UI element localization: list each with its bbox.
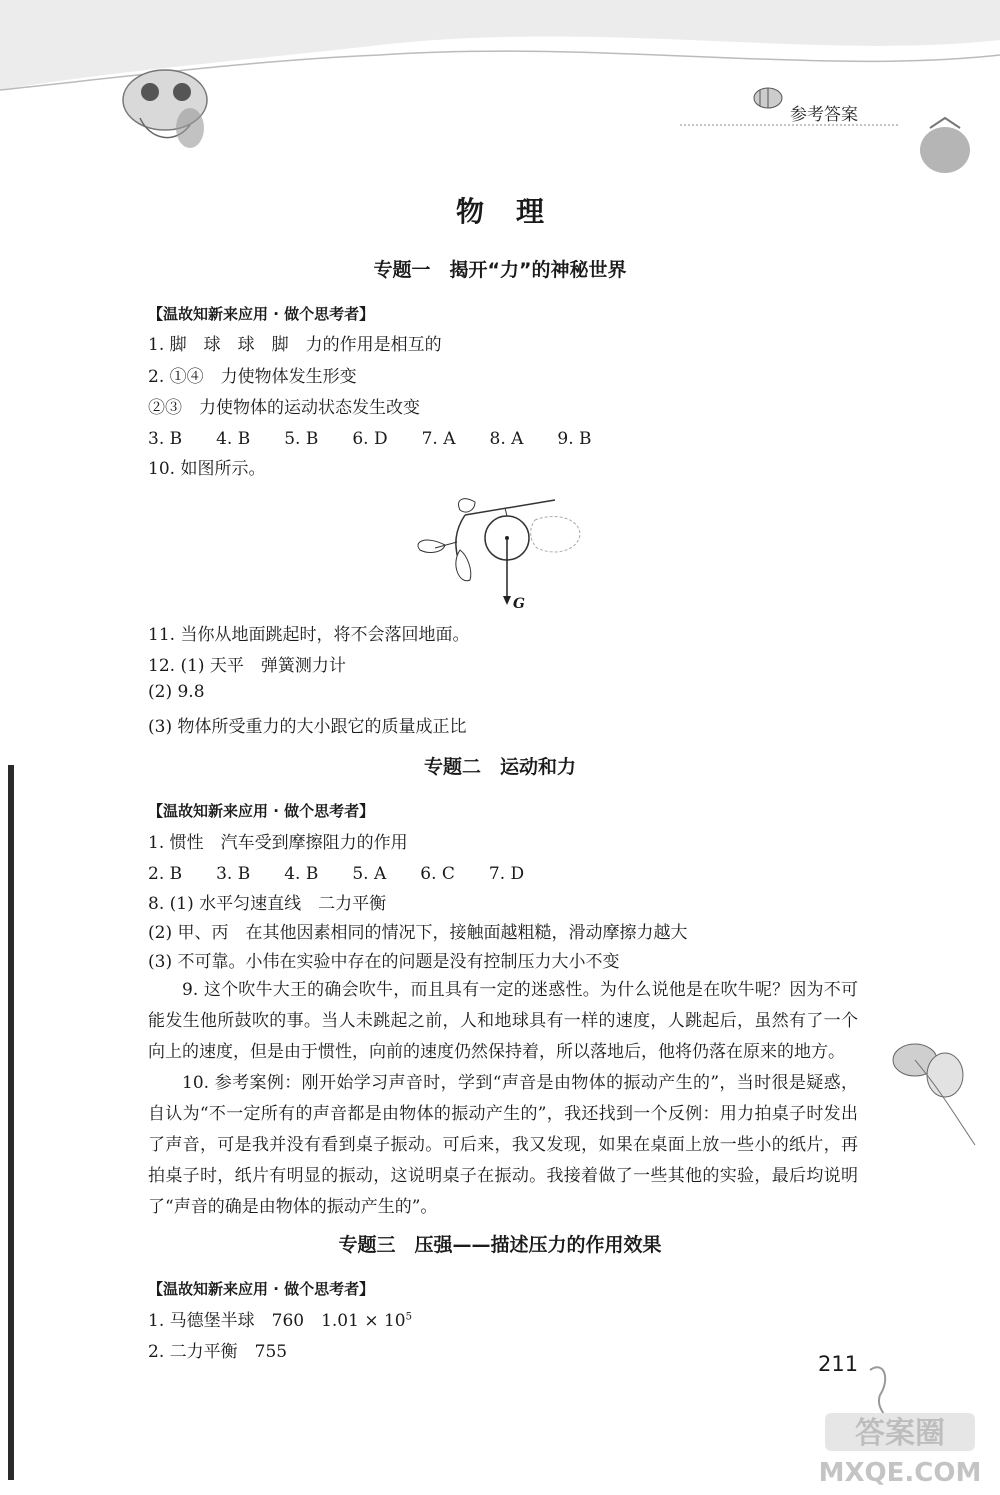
- gravity-label: G: [513, 596, 525, 612]
- section-1-line-3: ②③ 力使物体的运动状态发生改变: [148, 398, 420, 418]
- section-3-title: 专题三 压强——描述压力的作用效果: [338, 1234, 662, 1256]
- section-1-line-4: 3. B 4. B 5. B 6. D 7. A 8. A 9. B: [148, 429, 592, 449]
- section-1-line-2: 2. ①④ 力使物体发生形变: [148, 367, 357, 387]
- section-1-line-1: 1. 脚 球 球 脚 力的作用是相互的: [148, 335, 442, 355]
- page-edge-shadow: [8, 765, 14, 1480]
- section-3-subheading: 【温故知新来应用 · 做个思考者】: [148, 1280, 375, 1298]
- section-2-line-4: (2) 甲、丙 在其他因素相同的情况下，接触面越粗糙，滑动摩擦力越大: [148, 923, 688, 943]
- section-3-line-2: 2. 二力平衡 755: [148, 1342, 288, 1362]
- section-1-line-7: 12. (1) 天平 弹簧测力计: [148, 656, 346, 676]
- section-2-paragraph-10: 10. 参考案例：刚开始学习声音时，学到“声音是由物体的振动产生的”，当时很是疑惑，自认为“不一定所有的声音都是由物体的振动产生的”，我还找到一个反例：用力拍桌子时发出了声音，可是我并没有看到桌子振动。可后来，我又发现，如果在桌面上放一些小的纸片，再拍桌子时，纸片有明显的振动，这说明桌子在振动。我接着做了一些其他的实验，最后均说明了“声音的确是由物体的振动产生的”。: [148, 1073, 858, 1217]
- raccoon-illustration-icon: [123, 70, 207, 148]
- section-2-subheading: 【温故知新来应用 · 做个思考者】: [148, 802, 375, 820]
- apple-gravity-figure: [405, 490, 605, 615]
- section-2-line-1: 1. 惯性 汽车受到摩擦阻力的作用: [148, 833, 408, 853]
- page-title: 物理: [455, 195, 576, 228]
- svg-text:MXQE.COM: MXQE.COM: [818, 1458, 982, 1488]
- header-decoration: [0, 0, 1000, 175]
- stamp-icon: [531, 516, 580, 551]
- page-number: 211: [818, 1352, 859, 1376]
- section-2-line-2: 2. B 3. B 4. B 5. A 6. C 7. D: [148, 864, 525, 884]
- section-1-line-8: (2) 9.8: [148, 682, 205, 702]
- section-1-line-6: 11. 当你从地面跳起时，将不会落回地面。: [148, 625, 470, 645]
- section-2-paragraph-9: 9. 这个吹牛大王的确会吹牛，而且具有一定的迷惑性。为什么说他是在吹牛呢？因为不可能发生他所鼓吹的事。当人未跳起之前，人和地球具有一样的速度，人跳起后，虽然有了一个向上的速度，但是由于惯性，向前的速度仍然保持着，所以落地后，他将仍落在原来的地方。: [148, 980, 858, 1062]
- svg-text:答案圈: 答案圈: [855, 1416, 945, 1451]
- section-1-line-9: (3) 物体所受重力的大小跟它的质量成正比: [148, 717, 467, 737]
- section-1-line-5: 10. 如图所示。: [148, 459, 266, 479]
- leaf-decoration-icon: [885, 1020, 995, 1160]
- section-2-line-5: (3) 不可靠。小伟在实验中存在的问题是没有控制压力大小不变: [148, 952, 620, 972]
- section-1-title: 专题一 揭开“力”的神秘世界: [373, 259, 627, 281]
- section-2-line-3: 8. (1) 水平匀速直线 二力平衡: [148, 894, 387, 914]
- strawberry-icon: [920, 118, 970, 173]
- header-label: 参考答案: [790, 105, 858, 125]
- section-2-title: 专题二 运动和力: [423, 756, 576, 778]
- section-3-line-1: 1. 马德堡半球 760 $1.01 \times 10^5$: [148, 1311, 412, 1331]
- bee-icon: [754, 88, 782, 108]
- watermark-logo: [800, 1355, 990, 1490]
- section-1-subheading: 【温故知新来应用 · 做个思考者】: [148, 305, 375, 323]
